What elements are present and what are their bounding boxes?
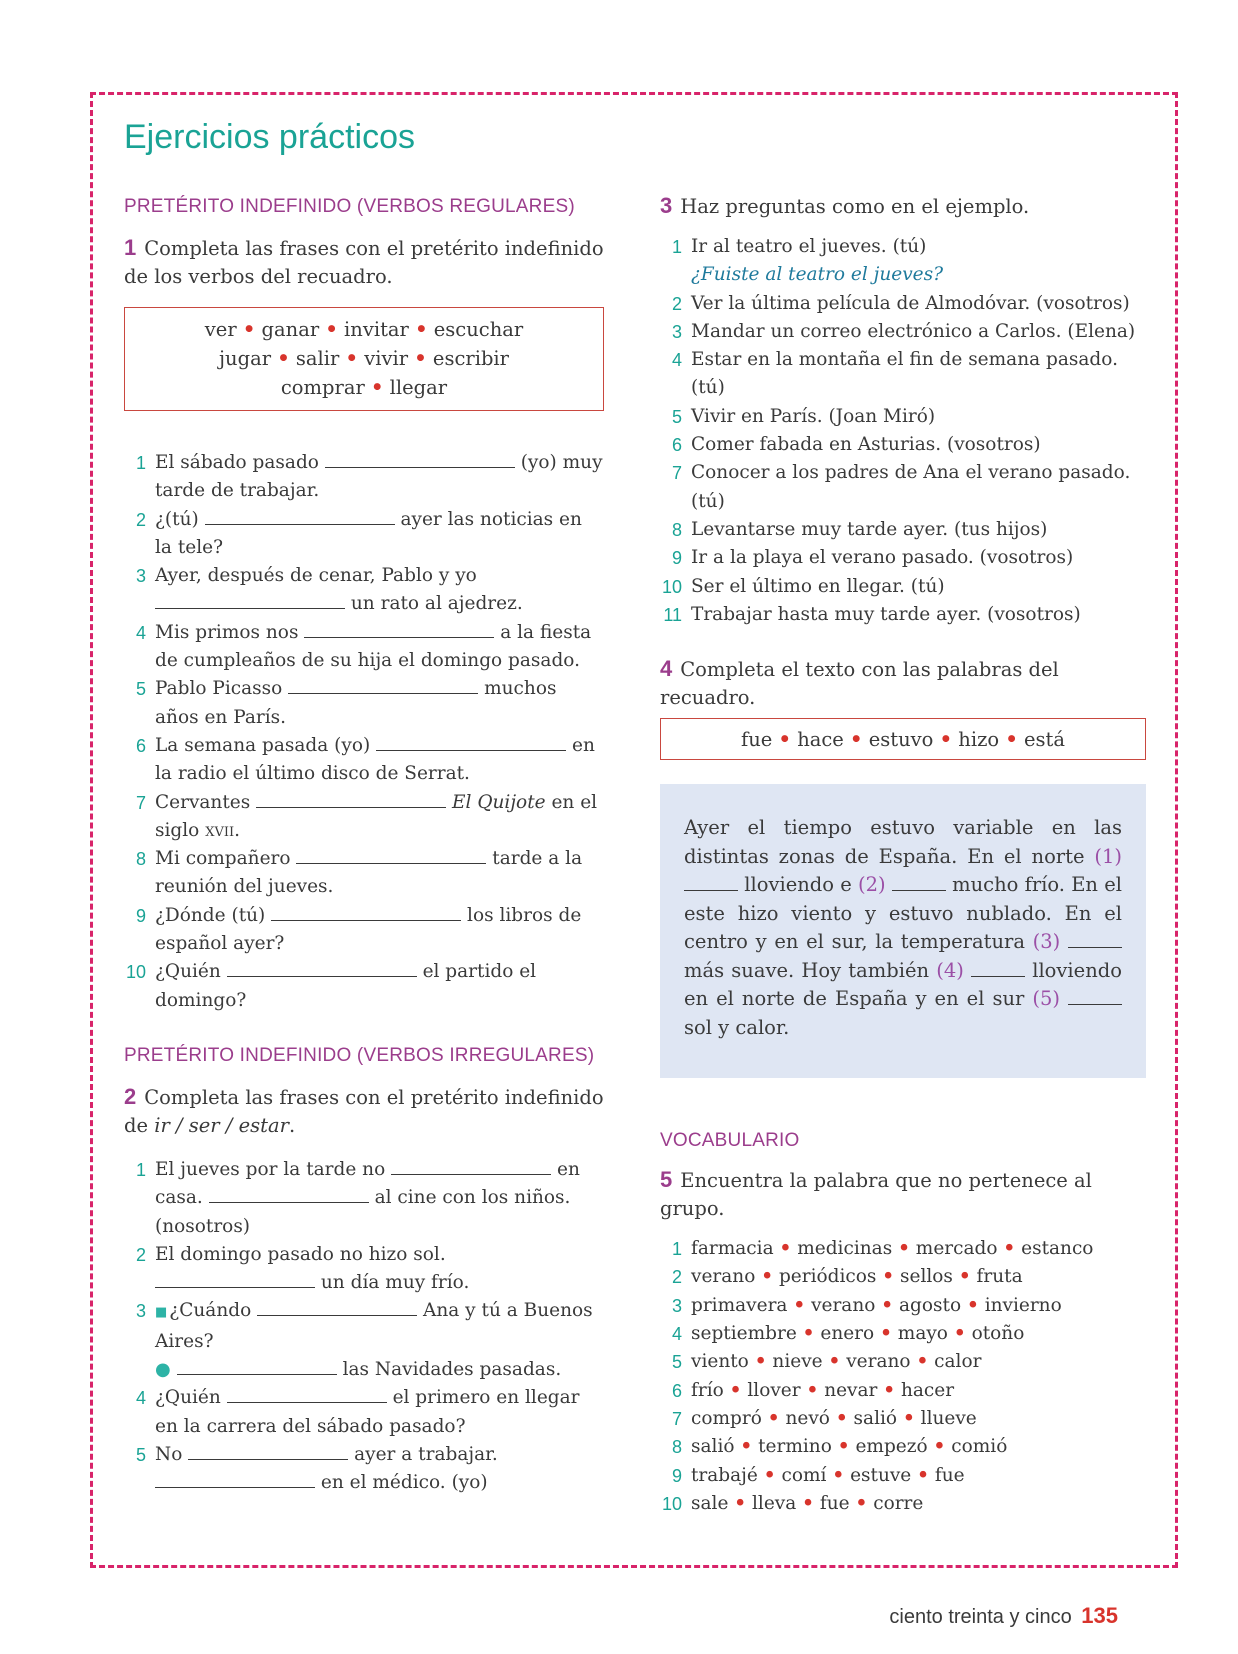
list-item: 3 ■ ¿Cuándo Ana y tú a Buenos Aires? ● las Navidades pasadas. (135, 1300, 593, 1381)
weather-text-box: Ayer el tiempo estuvo variable en las distintas zonas de España. En el norte (1) lloviendo e (2) mucho frío. En el este hizo viento y estuvo nublado. En el centro y en el sur, la temperatura (3) más suave. Hoy también (4) lloviendo en el norte de España y en el sur (5) sol y calor. (660, 784, 1146, 1078)
answer-blank[interactable] (209, 1187, 369, 1203)
section-heading-irregular: PRETÉRITO INDEFINIDO (VERBOS IRREGULARES) (124, 1044, 595, 1066)
left-column (124, 196, 604, 1498)
list-item: 1 Ir al teatro el jueves. (tú) ¿Fuiste al teatro el jueves? (671, 236, 944, 286)
list-item: 9 trabajé • comí • estuve • fue (671, 1464, 965, 1486)
word-box-line: jugar • salir • vivir • escribir (218, 347, 509, 370)
square-bullet-icon: ■ (155, 1305, 168, 1321)
list-item: 11 Trabajar hasta muy tarde ayer. (vosotros) (663, 603, 1081, 625)
page-title: Ejercicios prácticos (124, 118, 415, 156)
list-item: 7 Cervantes El Quijote en el siglo xvii. (135, 791, 598, 841)
word-box-line: ver • ganar • invitar • escuchar (204, 318, 524, 341)
exercise-4-instruction: 4 Completa el texto con las palabras del recuadro. (660, 656, 1059, 710)
list-item: 9 Ir a la playa el verano pasado. (vosotros) (671, 547, 1074, 569)
exercise-2-instruction: 2 Completa las frases con el pretérito indefinido de ir / ser / estar. (124, 1083, 604, 1137)
list-item: 5 No ayer a trabajar. en el médico. (yo) (135, 1443, 498, 1494)
exercise-1-instruction: 1 Completa las frases con el pretérito indefinido de los verbos del recuadro. (124, 235, 604, 288)
list-item: 2 verano • periódicos • sellos • fruta (671, 1266, 1023, 1288)
verb-word-box (124, 307, 604, 411)
exercise-5-instruction: 5 Encuentra la palabra que no pertenece al grupo. (660, 1167, 1092, 1221)
list-item: 6 frío • llover • nevar • hacer (671, 1379, 955, 1401)
exercise-3-instruction: 3 Haz preguntas como en el ejemplo. (660, 193, 1030, 218)
list-item: 4 Estar en la montaña el fin de semana pasado. (tú) (671, 349, 1118, 399)
list-item: 10 Ser el último en llegar. (tú) (661, 575, 945, 597)
list-item: 1 El jueves por la tarde no en casa. al cine con los niños. (nosotros) (135, 1158, 580, 1237)
answer-blank[interactable] (325, 452, 515, 468)
round-bullet-icon: ● (155, 1359, 171, 1381)
list-item: 7 Conocer a los padres de Ana el verano pasado. (tú) (671, 462, 1131, 512)
word-box-line: comprar • llegar (280, 376, 448, 399)
list-item: 2 Ver la última película de Almodóvar. (vosotros) (671, 292, 1130, 314)
answer-blank[interactable] (892, 875, 946, 891)
list-item: 5 Pablo Picasso muchos años en París. (135, 678, 557, 728)
list-item: 4 Mis primos nos a la fiesta de cumpleaños de su hija el domingo pasado. (135, 621, 592, 672)
answer-blank[interactable] (155, 593, 345, 609)
answer-blank[interactable] (296, 848, 486, 864)
list-item: 10 ¿Quién el partido el domingo? (125, 961, 537, 1011)
list-item: 3 primavera • verano • agosto • invierno (671, 1294, 1062, 1316)
footer-text: ciento treinta y cinco (889, 1606, 1072, 1628)
exercise-5-list (660, 1235, 1146, 1518)
section-heading-regular: PRETÉRITO INDEFINIDO (VERBOS REGULARES) (124, 196, 575, 217)
answer-blank[interactable] (256, 792, 446, 808)
list-item: 3 Mandar un correo electrónico a Carlos. (Elena) (671, 320, 1136, 342)
list-item: 2 El domingo pasado no hizo sol. un día muy frío. (135, 1243, 470, 1294)
list-item: 6 La semana pasada (yo) en la radio el último disco de Serrat. (135, 734, 595, 785)
answer-blank[interactable] (205, 509, 395, 525)
list-item: 5 Vivir en París. (Joan Miró) (671, 405, 936, 427)
list-item: 1 farmacia • medicinas • mercado • estanco (671, 1238, 1094, 1260)
answer-blank[interactable] (227, 1387, 387, 1403)
page-footer (889, 1603, 1118, 1629)
answer-blank[interactable] (257, 1300, 417, 1316)
exercise-3-list (660, 233, 1146, 629)
answer-blank[interactable] (391, 1159, 551, 1175)
list-item: 2 ¿(tú) ayer las noticias en la tele? (135, 508, 582, 558)
answer-blank[interactable] (1068, 989, 1122, 1005)
list-item: 10 sale • lleva • fue • corre (661, 1492, 924, 1514)
list-item: 8 Levantarse muy tarde ayer. (tus hijos) (671, 518, 1048, 540)
example-answer: ¿Fuiste al teatro el jueves? (691, 264, 944, 286)
list-item: 7 compró • nevó • salió • llueve (671, 1407, 977, 1429)
exercise-number: 3 (660, 193, 673, 218)
list-item: 4 septiembre • enero • mayo • otoño (671, 1323, 1025, 1345)
exercise-1-list (124, 449, 604, 1015)
right-column (660, 192, 1146, 1518)
list-item: 6 Comer fabada en Asturias. (vosotros) (671, 434, 1041, 456)
answer-blank[interactable] (188, 1444, 348, 1460)
list-item: 8 salió • termino • empezó • comió (671, 1436, 1008, 1458)
answer-blank[interactable] (227, 961, 417, 977)
list-item: 1 El sábado pasado (yo) muy tarde de trabajar. (135, 452, 603, 502)
exercise-number: 1 (124, 235, 137, 260)
answer-blank[interactable] (155, 1272, 315, 1288)
list-item: 5 viento • nieve • verano • calor (671, 1351, 982, 1373)
answer-blank[interactable] (1068, 932, 1122, 948)
page-number: 135 (1081, 1603, 1118, 1628)
answer-blank[interactable] (288, 678, 478, 694)
answer-blank[interactable] (971, 961, 1025, 977)
list-item: 9 ¿Dónde (tú) los libros de español ayer? (135, 904, 582, 955)
answer-blank[interactable] (684, 875, 738, 891)
answer-blank[interactable] (177, 1359, 337, 1375)
exercise-2-list (124, 1156, 604, 1498)
answer-blank[interactable] (155, 1472, 315, 1488)
word-box: fue • hace • estuvo • hizo • está (660, 718, 1146, 760)
answer-blank[interactable] (376, 735, 566, 751)
list-item: 8 Mi compañero tarde a la reunión del jueves. (135, 848, 583, 898)
section-heading-vocab: VOCABULARIO (660, 1130, 800, 1152)
exercise-number: 5 (660, 1167, 673, 1193)
list-item: 3 Ayer, después de cenar, Pablo y yo un rato al ajedrez. (135, 565, 523, 615)
exercise-number: 2 (124, 1083, 137, 1109)
answer-blank[interactable] (304, 622, 494, 638)
list-item: 4 ¿Quién el primero en llegar en la carrera del sábado pasado? (135, 1387, 580, 1437)
answer-blank[interactable] (271, 905, 461, 921)
exercise-number: 4 (660, 656, 673, 682)
